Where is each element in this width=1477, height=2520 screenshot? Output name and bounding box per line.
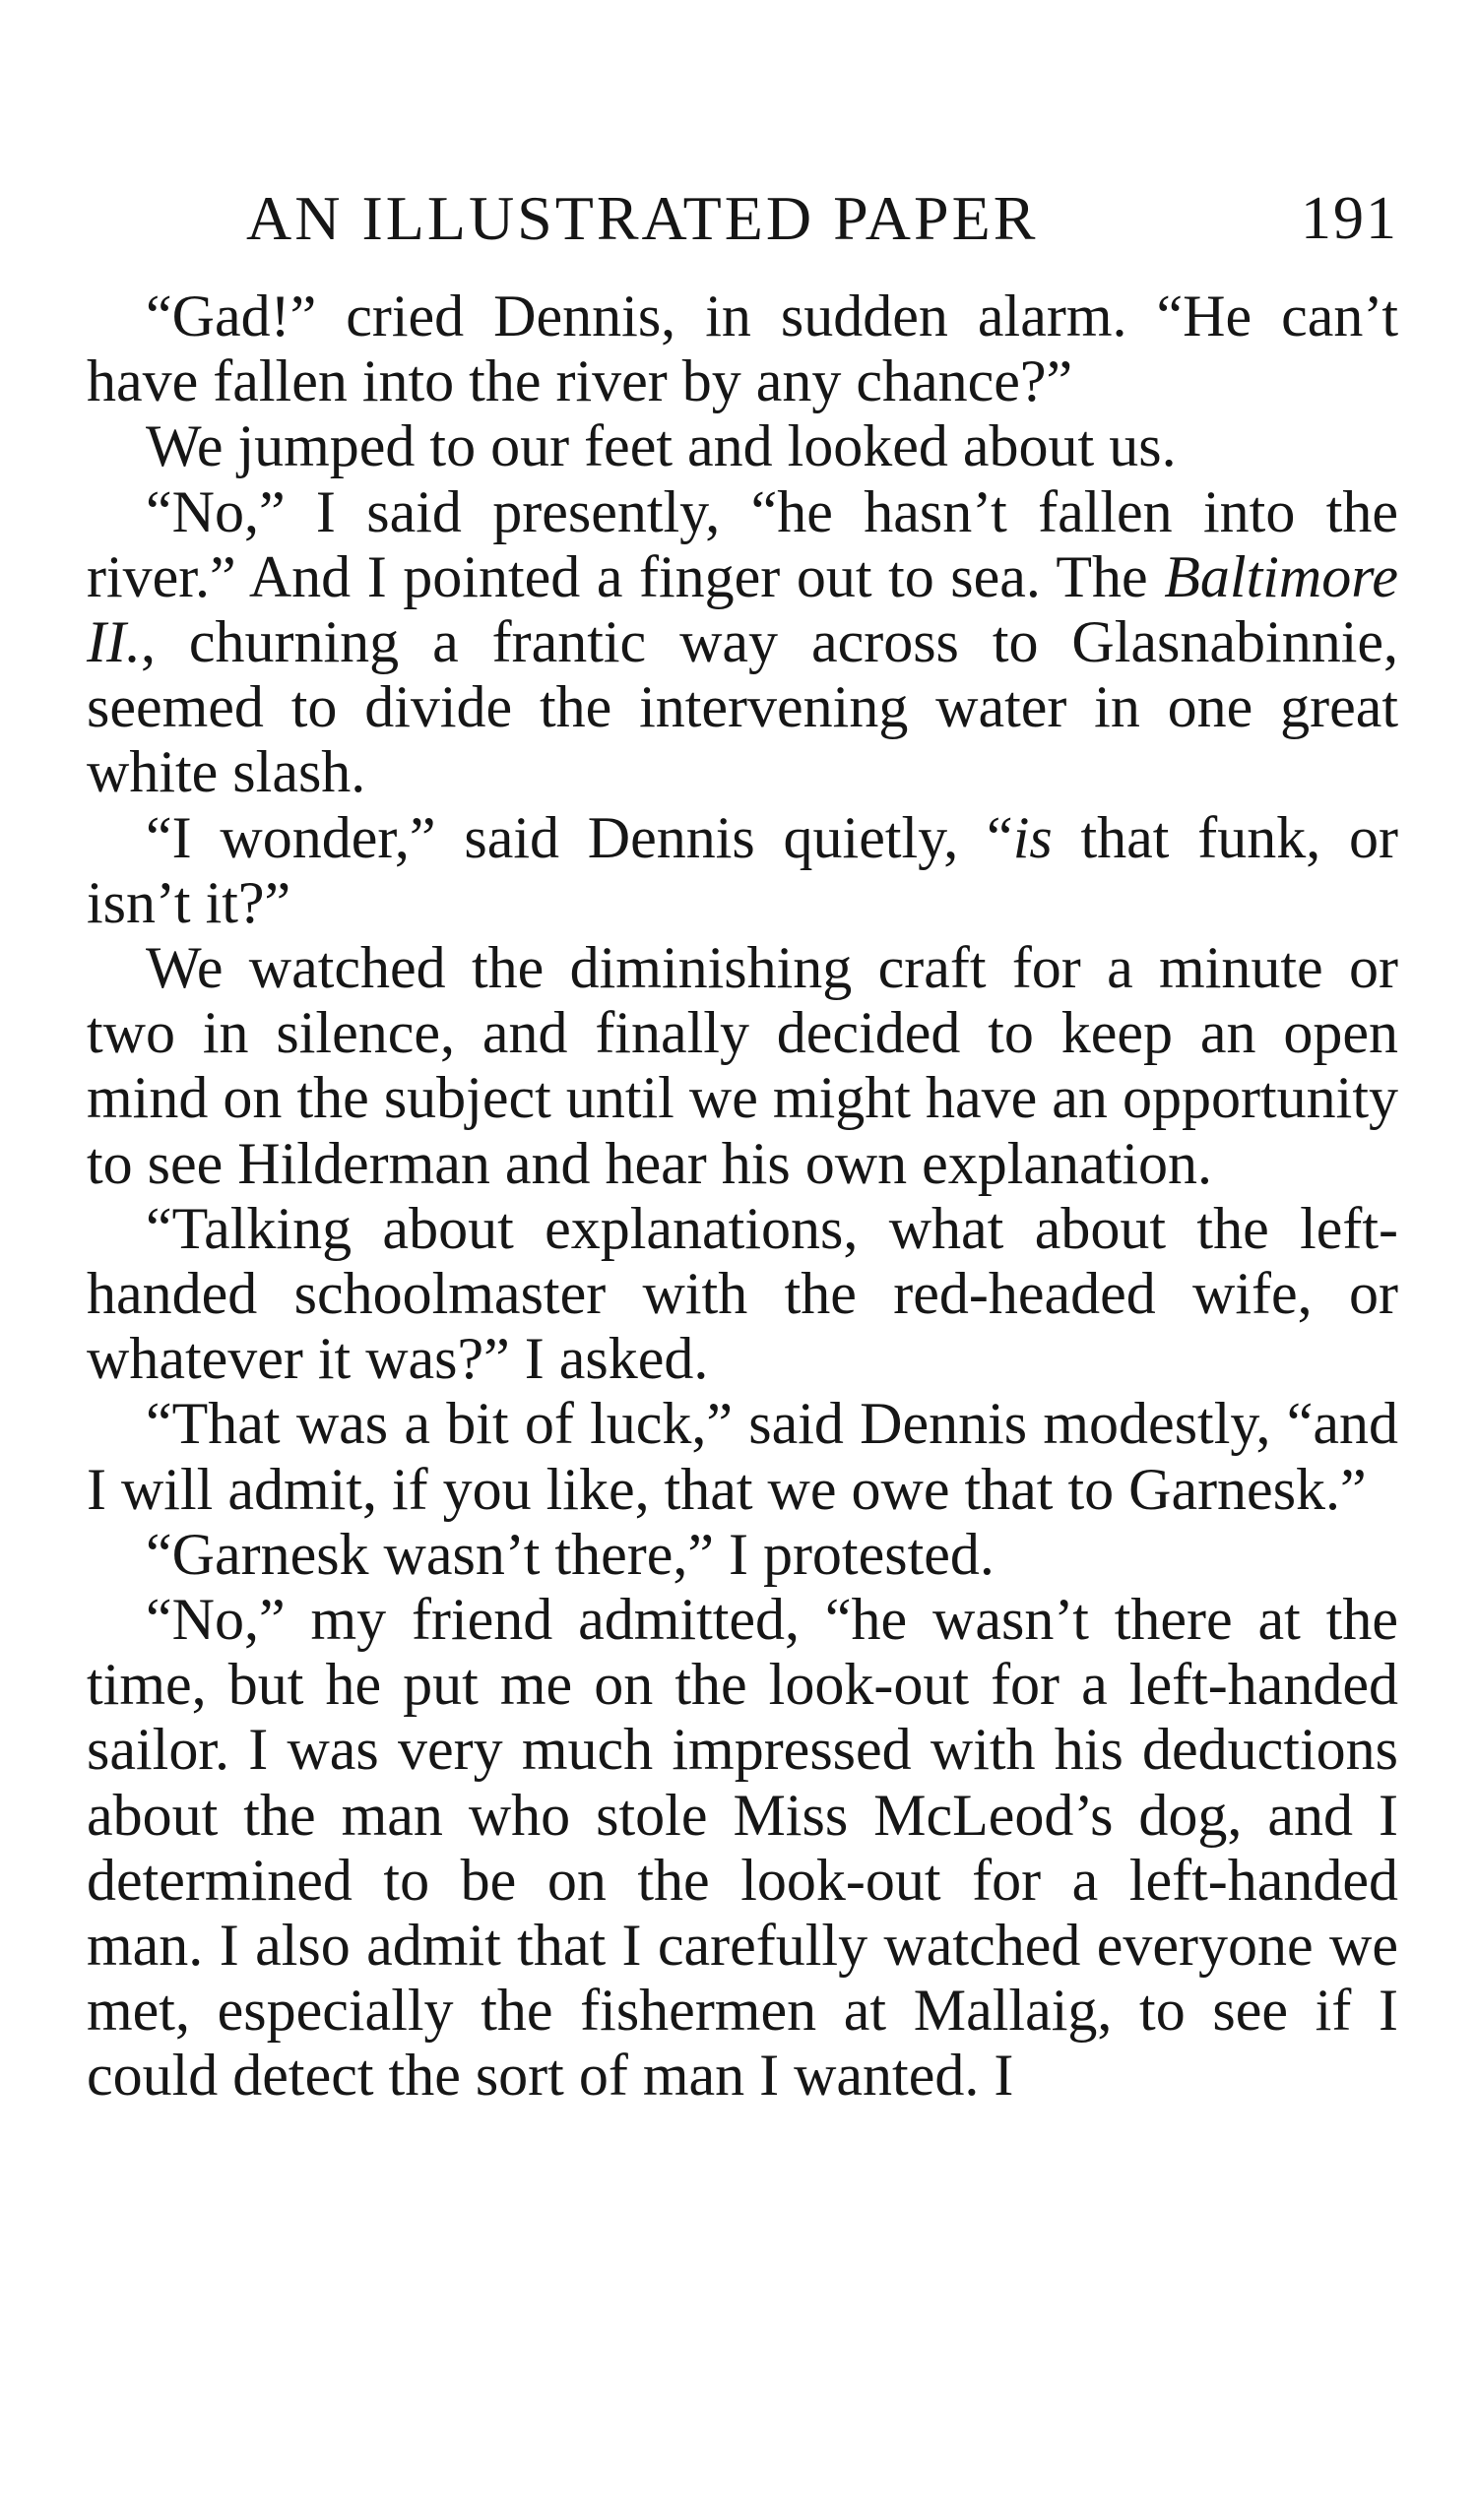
text-segment: “No,” my friend admitted, “he wasn’t there at the time, but he put me on the look-out for a left-handed sailor. I was very much impressed with his deductions about the man who stole Miss McLeod’s dog, and I determined to be on the look-out for a left-handed man. I also admit that I carefully watched everyone we met, especially the fishermen at Mallaig, to see if I could detect the sort of man I wanted. I xyxy=(87,1587,1398,2109)
text-segment: We jumped to our feet and looked about us. xyxy=(146,413,1177,479)
paragraph xyxy=(87,805,1398,935)
paragraph xyxy=(87,1391,1398,1521)
text-segment: “Garnesk wasn’t there,” I protested. xyxy=(146,1521,995,1587)
paragraph xyxy=(87,1587,1398,2109)
paragraph xyxy=(87,935,1398,1196)
page-number: 191 xyxy=(1301,185,1398,252)
text-segment: “Gad!” cried Dennis, in sudden alarm. “He can’t have fallen into the river by any chance?” xyxy=(87,284,1398,414)
paragraph xyxy=(87,479,1398,805)
ship-name-italic: Baltimore II. xyxy=(87,543,1398,675)
text-segment: “Talking about explanations, what about the left-handed schoolmaster with the red-headed wife, or whatever it was?” I asked. xyxy=(87,1195,1398,1392)
text-segment: “I wonder,” said Dennis quietly, “ xyxy=(146,804,1013,870)
running-head-title: AN ILLUSTRATED PAPER xyxy=(246,183,1039,253)
paragraph xyxy=(87,284,1398,413)
paragraph xyxy=(87,413,1398,478)
emphasis-italic: is xyxy=(1012,804,1053,870)
text-segment: We watched the diminishing craft for a minute or two in silence, and finally decided to keep an open mind on the subject until we might have an opportunity to see Hilderman and hear his own explanation. xyxy=(87,935,1398,1196)
text-segment: “That was a bit of luck,” said Dennis modestly, “and I will admit, if you like, that we owe that to Garnesk.” xyxy=(87,1391,1398,1522)
text-segment: , churning a frantic way across to Glasnabinnie, seemed to divide the intervening water in one great white slash. xyxy=(87,609,1398,805)
text-segment: “No,” I said presently, “he hasn’t fallen into the river.” And I pointed a finger out to sea. The xyxy=(87,478,1398,609)
body-text xyxy=(87,284,1398,2109)
running-head xyxy=(246,179,1398,258)
text-segment: that funk, or isn’t it?” xyxy=(87,804,1398,935)
paragraph xyxy=(87,1522,1398,1587)
paragraph xyxy=(87,1196,1398,1392)
